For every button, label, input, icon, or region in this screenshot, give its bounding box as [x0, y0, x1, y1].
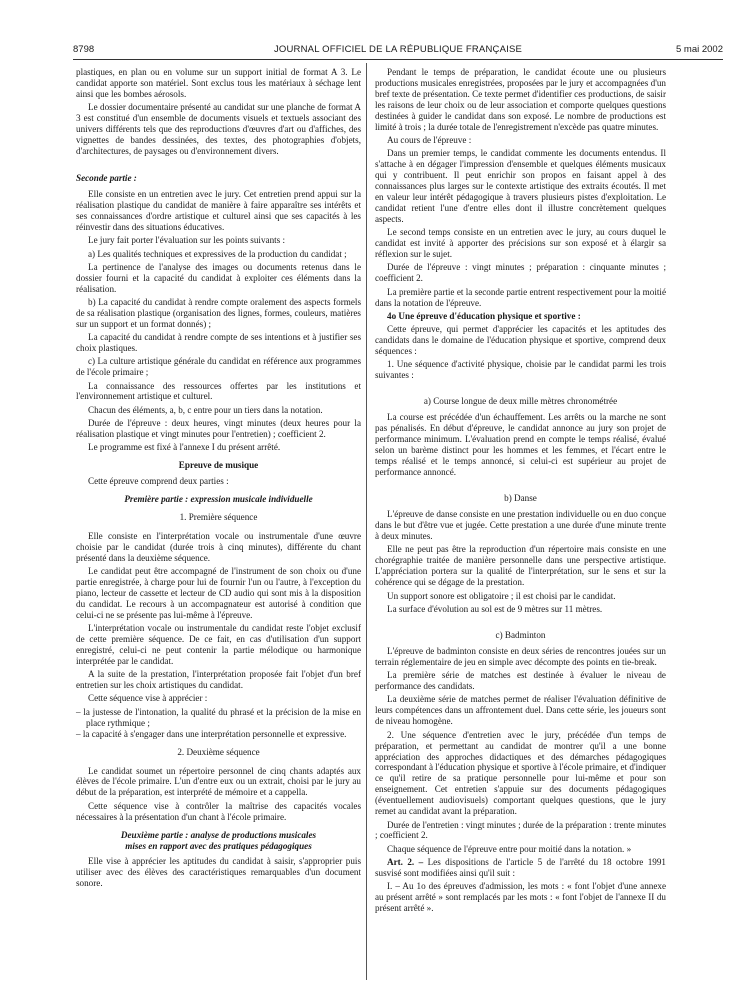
paragraph: Le dossier documentaire présenté au candidat sur une planche de format A 3 est constitué d'un ensemble de documents visuels et textuels associant des univers différents tels que des reproductions d'œuvres d'art ou d'affiches, des vignettes de bandes dessinées, des textes, des photographies d'objets, d'architectures, de paysages ou d'environnement divers.	[76, 102, 361, 156]
paragraph: Elle consiste en l'interprétation vocale ou instrumentale d'une œuvre choisie par le candidat (durée trois à cinq minutes), différente du chant présenté dans la deuxième séquence.	[76, 530, 361, 563]
column-separator	[366, 63, 367, 980]
article-label: Art. 2. –	[387, 856, 424, 867]
section-heading: Deuxième partie : analyse de productions musicales	[120, 829, 317, 840]
paragraph: Durée de l'épreuve : vingt minutes ; préparation : cinquante minutes ; coefficient 2.	[375, 262, 666, 284]
subsection-heading: 1. Première séquence	[179, 511, 258, 522]
paragraph: Elle consiste en un entretien avec le jury. Cet entretien prend appui sur la réalisation plastique du candidat de manière à faire apparaître ses intérêts et ses connaissances d'ordre artistique et culturel ainsi que ses capacités à les réinvestir dans des situations éducatives.	[76, 189, 361, 233]
section-heading: Epreuve de musique	[178, 460, 259, 471]
paragraph: Le candidat soumet un répertoire personnel de cinq chants adaptés aux élèves de l'école primaire. L'un d'entre eux ou un extrait, choisi par le jury au début de la préparation, est interprété de mémoire et a cappella.	[76, 765, 361, 798]
section-heading: 4o Une épreuve d'éducation physique et sportive :	[387, 310, 581, 321]
paragraph: Cette séquence vise à apprécier :	[88, 693, 208, 704]
paragraph: L'épreuve de badminton consiste en deux séries de rencontres jouées sur un terrain réglementaire de jeu en simple avec décompte des points en tie-break.	[375, 646, 666, 667]
paragraph: Cette épreuve comprend deux parties :	[88, 476, 229, 487]
paragraph: La course est précédée d'un échauffement. Les arrêts ou la marche ne sont pas pénalisés. En début d'épreuve, le candidat annonce au jury son projet de performance minimum. L'évaluation prend en compte le temps réalisé, évalué selon un barème distinct pour les hommes et les femmes, et l'écart entre le temps réalisé et le temps annoncé, si celui-ci est supérieur au projet de performance annoncé.	[375, 412, 666, 478]
paragraph: c) La culture artistique générale du candidat en référence aux programmes de l'école primaire ;	[76, 356, 361, 378]
list-item: – la justesse de l'intonation, la qualité du phrasé et la précision de la mise en place rythmique ;	[76, 706, 361, 728]
paragraph: Le second temps consiste en un entretien avec le jury, au cours duquel le candidat est invité à apporter des précisions sur son exposé et à élargir sa réflexion sur le sujet.	[375, 227, 666, 260]
subsection-heading: c) Badminton	[495, 630, 546, 641]
paragraph: Cette épreuve, qui permet d'apprécier les capacités et les aptitudes des candidats dans le domaine de l'éducation physique et sportive, comprend deux séquences :	[375, 324, 666, 356]
paragraph: Durée de l'épreuve : deux heures, vingt minutes (deux heures pour la réalisation plastique et vingt minutes pour l'entretien) ; coefficient 2.	[76, 417, 361, 439]
criteria-list	[76, 707, 361, 740]
header-rule	[73, 59, 723, 60]
paragraph: Elle ne peut pas être la reproduction d'un répertoire mais consiste en une chorégraphie traitée de manière personnelle dans une perspective artistique. L'appréciation portera sur la qualité de l'interprétation, sur le sens et sur la cohérence qui se dégage de la prestation.	[375, 544, 666, 588]
paragraph: La capacité du candidat à rendre compte de ses intentions et à justifier ses choix plastiques.	[76, 332, 361, 354]
list-item: – la capacité à s'engager dans une interprétation personnelle et expressive.	[76, 728, 347, 739]
paragraph: Un support sonore est obligatoire ; il est choisi par le candidat.	[387, 590, 616, 601]
paragraph: Elle vise à apprécier les aptitudes du candidat à saisir, s'approprier puis utiliser avec des élèves des caractéristiques remarquables d'un document sonore.	[76, 856, 361, 889]
paragraph: a) Les qualités techniques et expressives de la production du candidat ;	[88, 248, 347, 259]
publication-date: 5 mai 2002	[675, 44, 723, 55]
paragraph: Pendant le temps de préparation, le candidat écoute une ou plusieurs productions musicales enregistrées, proposées par le jury et accompagnées d'un bref texte de présentation. Ce texte permet d'identifier ces productions, de saisir les raisons de leur choix ou de leur association et comporte quelques questions destinées à guider le candidat dans son exposé. Le nombre de productions est limité à trois ; la durée totale de l'enregistrement n'excède pas quatre minutes.	[375, 67, 666, 132]
article-text: Les dispositions de l'article 5 de l'arrêté du 18 octobre 1991 susvisé sont modifiées ainsi qu'il suit :	[375, 856, 666, 878]
paragraph: La deuxième série de matches permet de réaliser l'évaluation définitive de leurs compétences dans un affrontement duel. Dans cette série, les joueurs sont de niveau homogène.	[375, 694, 666, 727]
paragraph: b) La capacité du candidat à rendre compte oralement des aspects formels de sa réalisation plastique (organisation des lignes, formes, couleurs, matières sur un support et un format donnés) ;	[76, 296, 361, 329]
page-header	[73, 44, 723, 58]
paragraph: Dans un premier temps, le candidat commente les documents entendus. Il s'attache à en dégager l'impression d'ensemble et quelques éléments musicaux qui y contribuent. Il peut enrichir son propos en faisant appel à des connaissances plus larges sur le contexte artistique des extraits écoutés. Il met en valeur leur intérêt pédagogique à travers plusieurs pistes d'exploitation. Le candidat retient l'une d'entre elles dont il illustre concrètement quelques aspects.	[375, 148, 666, 224]
paragraph: La surface d'évolution au sol est de 9 mètres sur 11 mètres.	[387, 603, 603, 614]
subsection-heading: 2. Deuxième séquence	[177, 746, 260, 757]
section-heading-continued: mises en rapport avec des pratiques pédagogiques	[125, 840, 312, 851]
section-heading: Seconde partie :	[76, 173, 137, 184]
journal-title: JOURNAL OFFICIEL DE LA RÉPUBLIQUE FRANÇAISE	[273, 44, 523, 55]
paragraph: Cette séquence vise à contrôler la maîtrise des capacités vocales nécessaires à la présentation d'un chant à l'école primaire.	[76, 800, 361, 822]
paragraph: L'interprétation vocale ou instrumentale du candidat reste l'objet exclusif de cette première séquence. De ce fait, en cas d'utilisation d'un support enregistré, celui-ci ne peut contenir la partie mélodique ou harmonique interprétée par le candidat.	[76, 623, 361, 666]
paragraph: 1. Une séquence d'activité physique, choisie par le candidat parmi les trois suivantes :	[375, 359, 666, 381]
article-paragraph	[375, 857, 666, 879]
left-column	[76, 67, 361, 892]
paragraph: plastiques, en plan ou en volume sur un support initial de format A 3. Le candidat apporte son matériel. Sont exclus tous les matériaux à séchage lent ainsi que les bombes aérosols.	[76, 67, 361, 99]
paragraph: Le candidat peut être accompagné de l'instrument de son choix ou d'une partie enregistrée, à charge pour lui de fournir l'un ou l'autre, à l'exception du piano, lecteur de cassette et lecteur de CD audio qui sont mis à la disposition du candidat. Le recours à un accompagnateur est autorisé à condition que celui-ci ne se présente pas lui-même à l'épreuve.	[76, 566, 361, 620]
right-column	[375, 67, 666, 916]
paragraph: La première série de matches est destinée à évaluer le niveau de performance des candidats.	[375, 670, 666, 692]
paragraph: La première partie et la seconde partie entrent respectivement pour la moitié dans la notation de l'épreuve.	[375, 286, 666, 308]
paragraph: Durée de l'entretien : vingt minutes ; durée de la préparation : trente minutes ; coefficient 2.	[375, 819, 666, 841]
paragraph: Le programme est fixé à l'annexe I du présent arrêté.	[88, 442, 281, 453]
paragraph: A la suite de la prestation, l'interprétation proposée fait l'objet d'un bref entretien sur les choix artistiques du candidat.	[76, 669, 361, 691]
page-number: 8798	[73, 44, 95, 55]
paragraph: Au cours de l'épreuve :	[387, 135, 472, 146]
paragraph: La pertinence de l'analyse des images ou documents retenus dans le dossier fourni et la capacité du candidat à exploiter ces éléments dans la réalisation.	[76, 261, 361, 294]
subsection-heading: b) Danse	[504, 493, 537, 504]
paragraph: La connaissance des ressources offertes par les institutions et l'environnement artistique et culturel.	[76, 380, 361, 402]
paragraph: Le jury fait porter l'évaluation sur les points suivants :	[88, 235, 286, 246]
subsection-heading: a) Course longue de deux mille mètres chronométrée	[423, 396, 618, 407]
paragraph: 2. Une séquence d'entretien avec le jury, précédée d'un temps de préparation, et permettant au candidat de montrer qu'il a une bonne appréciation des approches didactiques et des démarches pédagogiques correspondant à l'éducation physique et sportive à l'école primaire, et d'indiquer ce qu'il retire de sa pratique personnelle pour lui-même et pour son enseignement. Cet entretien s'appuie sur des documents pédagogiques (éventuellement audiovisuels) comportant quelques questions, que le jury remet au candidat avant la préparation.	[375, 729, 667, 817]
paragraph: I. – Au 1o des épreuves d'admission, les mots : « font l'objet d'une annexe au présent arrêté » sont remplacés par les mots : « font l'objet de l'annexe II du présent arrêté ».	[375, 881, 666, 914]
section-heading: Première partie : expression musicale individuelle	[124, 494, 313, 505]
paragraph: Chaque séquence de l'épreuve entre pour moitié dans la notation. »	[387, 843, 632, 854]
paragraph: L'épreuve de danse consiste en une prestation individuelle ou en duo conçue dans le but d'être vue et jugée. Cette prestation a une durée d'une minute trente à deux minutes.	[375, 509, 666, 542]
paragraph: Chacun des éléments, a, b, c entre pour un tiers dans la notation.	[88, 404, 323, 415]
